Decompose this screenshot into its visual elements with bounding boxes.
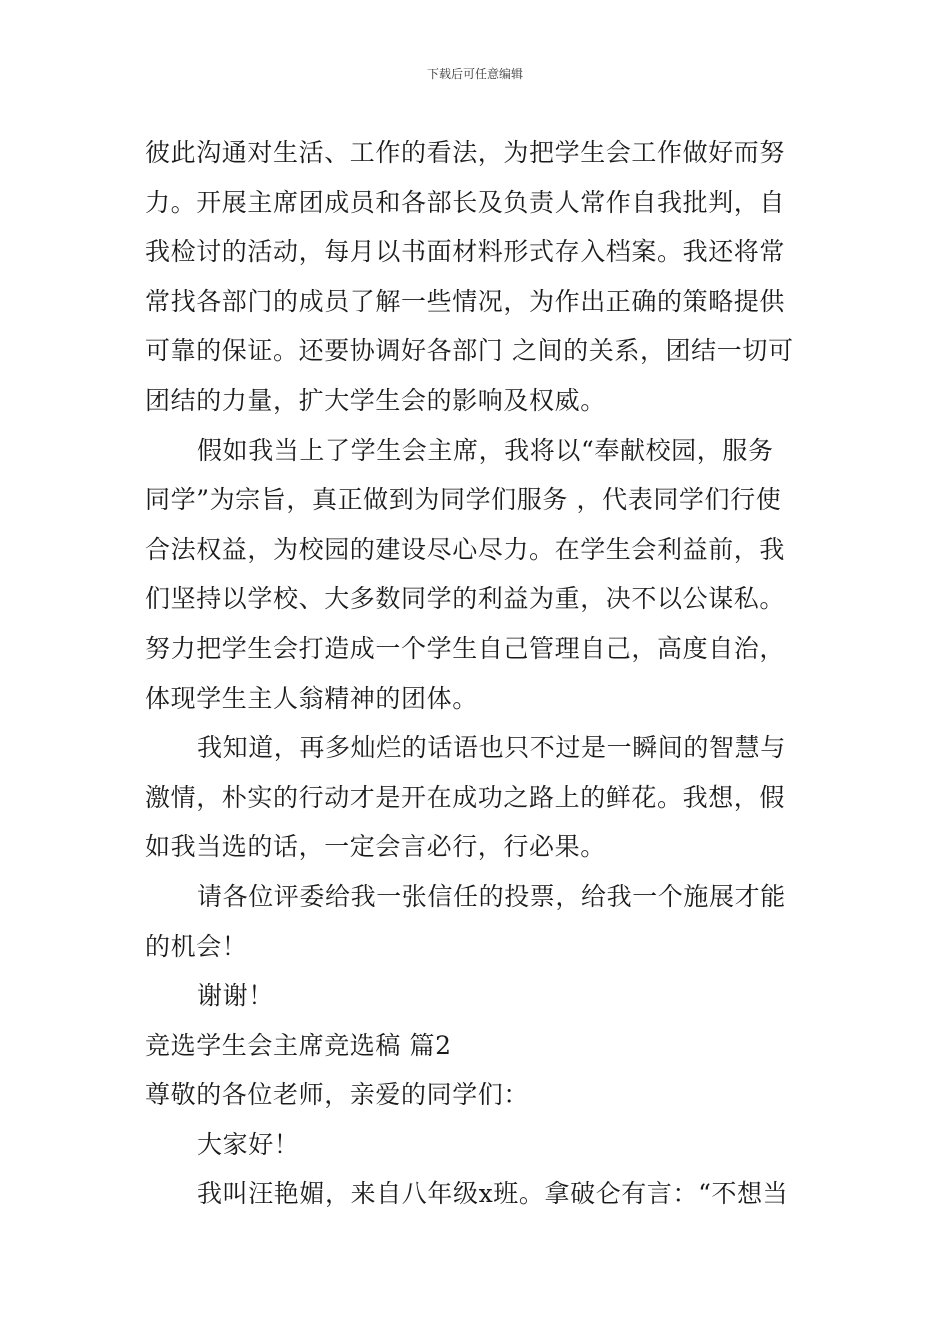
paragraph-start-line: 我叫汪艳媚，来自八年级x班。拿破仑有言：“不想当: [197, 1179, 789, 1209]
text-line: 可靠的保证。还要协调好各部门 之间的关系，团结一切可: [145, 336, 794, 366]
text-line: 们坚持以学校、大多数同学的利益为重，决不以公谋私。: [145, 584, 786, 614]
section-title: 竞选学生会主席竞选稿 篇2: [145, 1030, 452, 1060]
text-line: 彼此沟通对生活、工作的看法，为把学生会工作做好而努: [145, 138, 786, 167]
text-line: 我检讨的活动，每月以书面材料形式存入档案。我还将常: [145, 237, 786, 267]
paragraph-start-line: 我知道，再多灿烂的话语也只不过是一瞬间的智慧与: [197, 733, 786, 763]
paragraph-start-line: 请各位评委给我一张信任的投票，给我一个施展才能: [197, 881, 786, 911]
text-line: 力。开展主席团成员和各部长及负责人常作自我批判，自: [145, 187, 786, 217]
greeting: 大家好！: [197, 1129, 300, 1159]
text-line: 同学”为宗旨，真正做到为同学们服务 ，代表同学们行使: [145, 485, 782, 515]
closing-thanks: 谢谢！: [197, 981, 274, 1011]
text-line: 团结的力量，扩大学生会的影响及权威。: [145, 385, 606, 415]
page-header-note: 下载后可任意编辑: [426, 67, 523, 81]
text-line: 努力把学生会打造成一个学生自己管理自己，高度自治，: [145, 633, 786, 663]
salutation: 尊敬的各位老师，亲爱的同学们：: [145, 1080, 530, 1110]
text-line: 体现学生主人翁精神的团体。: [145, 683, 478, 713]
document-body: [145, 128, 815, 1219]
text-line: 常找各部门的成员了解一些情况，为作出正确的策略提供: [145, 286, 786, 316]
text-line: 激情，朴实的行动才是开在成功之路上的鲜花。我想，假: [145, 782, 786, 812]
text-line: 合法权益，为校园的建设尽心尽力。在学生会利益前，我: [145, 534, 786, 564]
text-line: 的机会！: [145, 931, 248, 961]
paragraph-start-line: 假如我当上了学生会主席，我将以“奉献校园，服务: [197, 435, 774, 465]
text-line: 如我当选的话，一定会言必行，行必果。: [145, 832, 606, 862]
